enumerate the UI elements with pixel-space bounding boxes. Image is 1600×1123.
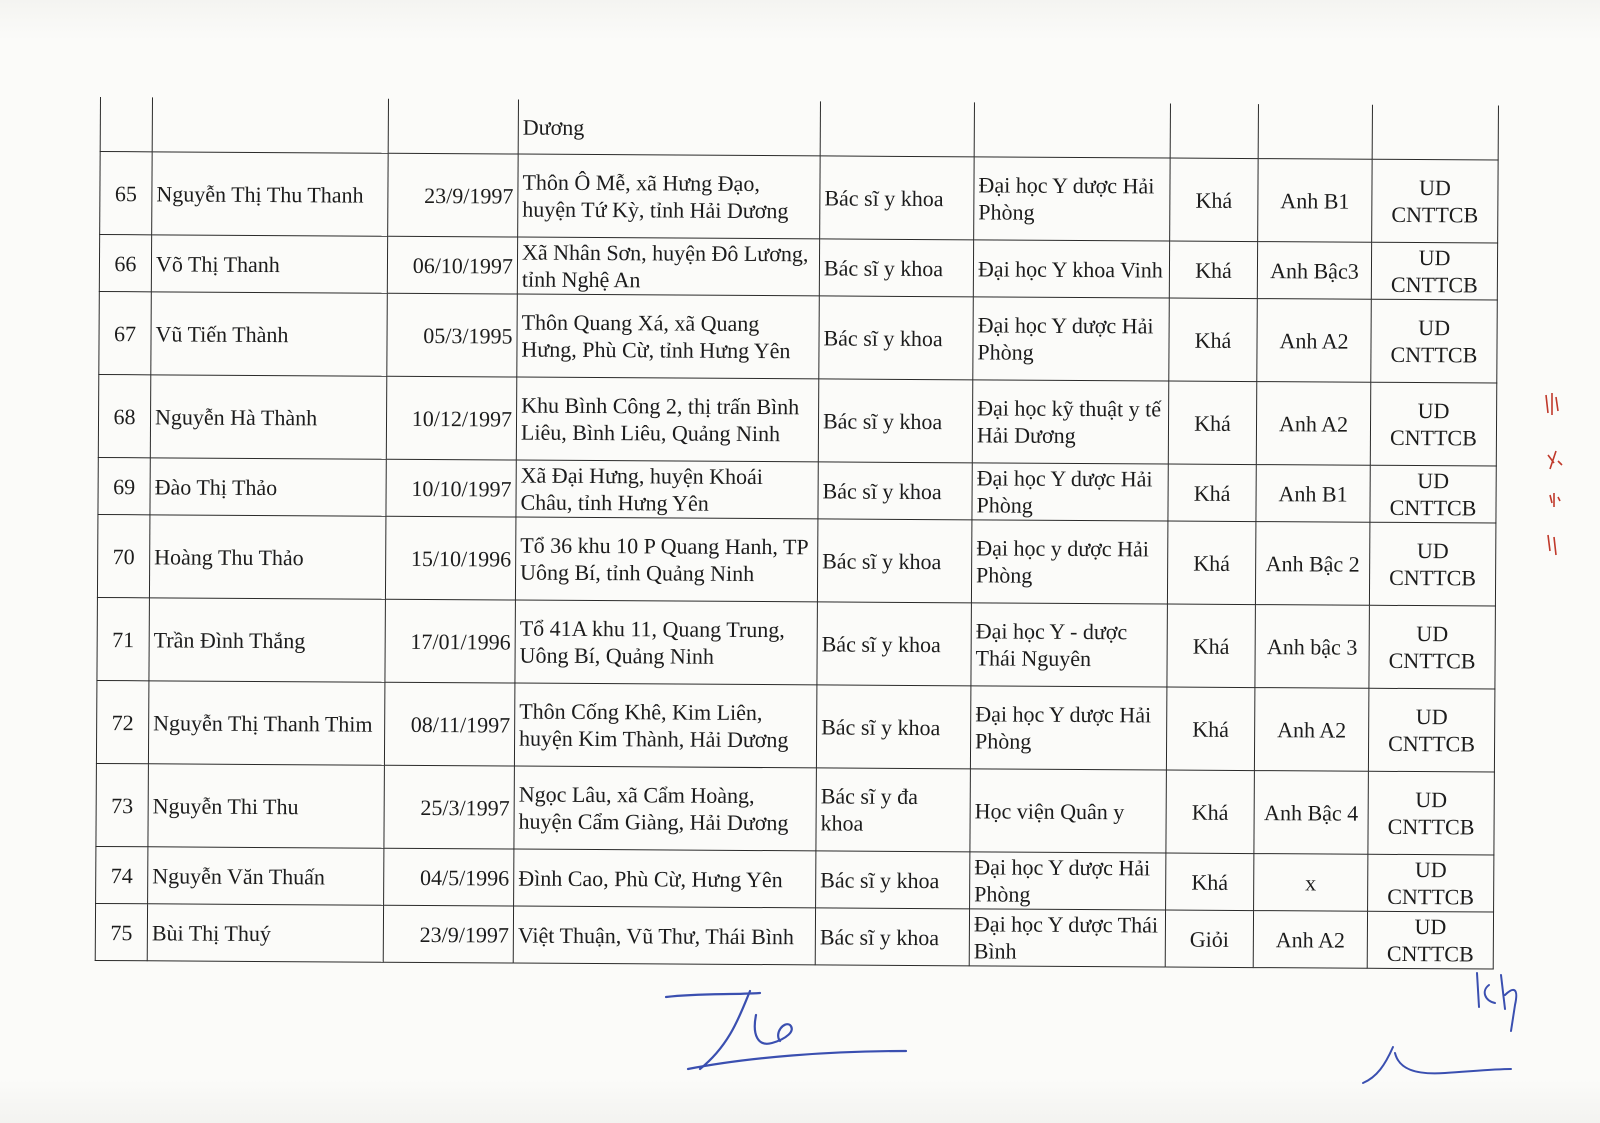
table-row — [98, 457, 1496, 523]
name-cell: Bùi Thị Thuý — [147, 904, 383, 962]
dob-cell: 23/9/1997 — [388, 153, 519, 237]
name-cell: Hoàng Thu Thảo — [149, 515, 386, 599]
signature-right — [1355, 965, 1525, 1095]
grade-cell: Khá — [1167, 604, 1256, 688]
it-cell: UD CNTTCB — [1368, 771, 1495, 855]
major-cell — [820, 101, 974, 156]
continuation-row — [100, 97, 1498, 160]
stt-cell: 71 — [97, 597, 150, 680]
language-cell: x — [1254, 854, 1368, 912]
it-cell: UD CNTTCB — [1370, 382, 1497, 466]
stt-cell: 68 — [98, 374, 151, 457]
stt-cell: 73 — [96, 763, 149, 846]
language-cell — [1258, 104, 1372, 159]
language-cell: Anh Bậc3 — [1257, 242, 1371, 300]
major-cell: Bác sĩ y khoa — [817, 519, 972, 603]
grade-cell: Khá — [1169, 241, 1257, 299]
table-row — [100, 152, 1498, 244]
red-margin-marks — [1540, 385, 1570, 565]
grade-cell: Khá — [1166, 853, 1254, 911]
school-cell: Đại học Y dược Hải Phòng — [970, 852, 1166, 910]
name-cell — [152, 97, 388, 153]
stt-cell: 69 — [98, 457, 150, 514]
language-cell: Anh A2 — [1257, 299, 1372, 383]
stt-cell: 65 — [100, 152, 153, 235]
school-cell: Đại học Y dược Hải Phòng — [972, 463, 1168, 521]
stt-cell: 72 — [96, 680, 149, 763]
it-cell — [1372, 105, 1498, 160]
it-cell: UD CNTTCB — [1368, 688, 1495, 772]
stt-cell — [100, 97, 152, 152]
it-cell: UD CNTTCB — [1372, 159, 1499, 243]
address-cell: Thôn Cống Khê, Kim Liên, huyện Kim Thành, Hải Dương — [514, 683, 817, 768]
stt-cell: 70 — [97, 514, 150, 597]
name-cell: Đào Thị Thảo — [150, 458, 386, 516]
stt-cell: 75 — [95, 903, 147, 960]
it-cell: UD CNTTCB — [1369, 605, 1496, 689]
dob-cell: 10/12/1997 — [386, 376, 517, 460]
table-row — [97, 514, 1495, 606]
major-cell: Bác sĩ y khoa — [816, 851, 970, 909]
school-cell: Đại học y dược Hải Phòng — [971, 520, 1168, 604]
school-cell: Đại học kỹ thuật y tế Hải Dương — [972, 380, 1169, 464]
language-cell: Anh A2 — [1253, 911, 1367, 969]
it-cell: UD CNTTCB — [1370, 465, 1496, 523]
table-row — [96, 846, 1494, 912]
dob-cell: 04/5/1996 — [384, 848, 514, 906]
it-cell: UD CNTTCB — [1369, 522, 1496, 606]
grade-cell: Khá — [1167, 521, 1256, 605]
address-cell: Tổ 41A khu 11, Quang Trung, Uông Bí, Quảng Ninh — [515, 600, 818, 685]
dob-cell: 08/11/1997 — [384, 682, 515, 766]
stt-cell: 67 — [99, 291, 152, 374]
grade-cell: Khá — [1168, 464, 1256, 522]
school-cell: Đại học Y dược Thái Bình — [969, 909, 1165, 967]
table-row — [98, 374, 1496, 466]
table-row — [99, 291, 1497, 383]
stt-cell: 66 — [99, 235, 151, 292]
address-cell: Ngọc Lâu, xã Cẩm Hoàng, huyện Cẩm Giàng, Hải Dương — [514, 766, 817, 851]
dob-cell: 10/10/1997 — [386, 459, 516, 517]
language-cell: Anh Bậc 4 — [1254, 771, 1369, 855]
school-cell: Đại học Y dược Hải Phòng — [973, 297, 1170, 381]
address-cell: Đình Cao, Phù Cừ, Hưng Yên — [514, 849, 816, 908]
dob-cell: 17/01/1996 — [385, 599, 516, 683]
language-cell: Anh bậc 3 — [1255, 605, 1370, 689]
name-cell: Nguyễn Hà Thành — [150, 375, 387, 459]
dob-cell: 06/10/1997 — [387, 236, 517, 294]
name-cell: Nguyễn Văn Thuấn — [148, 847, 384, 905]
major-cell: Bác sĩ y khoa — [819, 239, 973, 297]
language-cell: Anh Bậc 2 — [1255, 522, 1370, 606]
it-cell: UD CNTTCB — [1367, 911, 1493, 969]
school-cell: Đại học Y dược Hải Phòng — [970, 686, 1167, 770]
name-cell: Nguyễn Thị Thanh Thim — [148, 681, 385, 765]
it-cell: UD CNTTCB — [1371, 299, 1498, 383]
address-cell: Dương — [518, 100, 820, 156]
major-cell: Bác sĩ y khoa — [819, 296, 974, 380]
grade-cell: Khá — [1168, 381, 1257, 465]
address-cell: Tổ 36 khu 10 P Quang Hanh, TP Uông Bí, tỉnh Quảng Ninh — [515, 517, 818, 602]
address-cell: Khu Bình Công 2, thị trấn Bình Liêu, Bình Liêu, Quảng Ninh — [516, 377, 819, 462]
name-cell: Nguyễn Thi Thu — [148, 764, 385, 848]
dob-cell: 15/10/1996 — [385, 516, 516, 600]
name-cell: Trần Đình Thắng — [149, 598, 386, 682]
name-cell: Nguyễn Thị Thu Thanh — [152, 152, 389, 236]
grade-cell: Khá — [1170, 158, 1259, 242]
address-cell: Việt Thuận, Vũ Thư, Thái Bình — [513, 906, 815, 965]
school-cell: Đại học Y - dược Thái Nguyên — [971, 603, 1168, 687]
language-cell: Anh A2 — [1254, 688, 1369, 772]
dob-cell: 05/3/1995 — [387, 293, 518, 377]
dob-cell: 23/9/1997 — [383, 905, 513, 963]
major-cell: Bác sĩ y khoa — [817, 602, 972, 686]
address-cell: Xã Nhân Sơn, huyện Đô Lương, tỉnh Nghệ An — [517, 237, 819, 296]
major-cell: Bác sĩ y khoa — [816, 685, 971, 769]
grade-cell — [1170, 104, 1258, 159]
school-cell: Đại học Y khoa Vinh — [973, 240, 1169, 298]
table-row — [96, 680, 1494, 772]
major-cell: Bác sĩ y khoa — [818, 462, 972, 520]
address-cell: Xã Đại Hưng, huyện Khoái Châu, tỉnh Hưng Yên — [516, 460, 818, 519]
table-row — [95, 903, 1493, 969]
school-cell: Học viện Quân y — [970, 769, 1167, 853]
language-cell: Anh B1 — [1256, 465, 1370, 523]
it-cell: UD CNTTCB — [1368, 854, 1494, 912]
grade-cell: Khá — [1169, 298, 1258, 382]
major-cell: Bác sĩ y khoa — [820, 156, 975, 240]
candidate-table — [95, 97, 1499, 970]
address-cell: Thôn Ô Mễ, xã Hưng Đạo, huyện Tứ Kỳ, tỉnh Hải Dương — [518, 154, 821, 239]
stt-cell: 74 — [96, 846, 148, 903]
it-cell: UD CNTTCB — [1371, 242, 1497, 300]
grade-cell: Khá — [1166, 687, 1255, 771]
language-cell: Anh A2 — [1256, 382, 1371, 466]
name-cell: Vũ Tiến Thành — [151, 292, 388, 376]
address-cell: Thôn Quang Xá, xã Quang Hưng, Phù Cừ, tỉnh Hưng Yên — [517, 294, 820, 379]
grade-cell: Giỏi — [1165, 910, 1253, 968]
table-row — [97, 597, 1495, 689]
table-row — [99, 235, 1497, 301]
table-row — [96, 763, 1494, 855]
grade-cell: Khá — [1166, 770, 1255, 854]
dob-cell: 25/3/1997 — [384, 765, 515, 849]
dob-cell — [388, 99, 518, 154]
major-cell: Bác sĩ y khoa — [818, 379, 973, 463]
school-cell — [974, 102, 1170, 158]
school-cell: Đại học Y dược Hải Phòng — [974, 157, 1171, 241]
name-cell: Võ Thị Thanh — [151, 235, 387, 293]
major-cell: Bác sĩ y khoa — [815, 908, 969, 966]
major-cell: Bác sĩ y đa khoa — [816, 768, 971, 852]
signature-left — [660, 985, 920, 1075]
language-cell: Anh B1 — [1258, 159, 1373, 243]
